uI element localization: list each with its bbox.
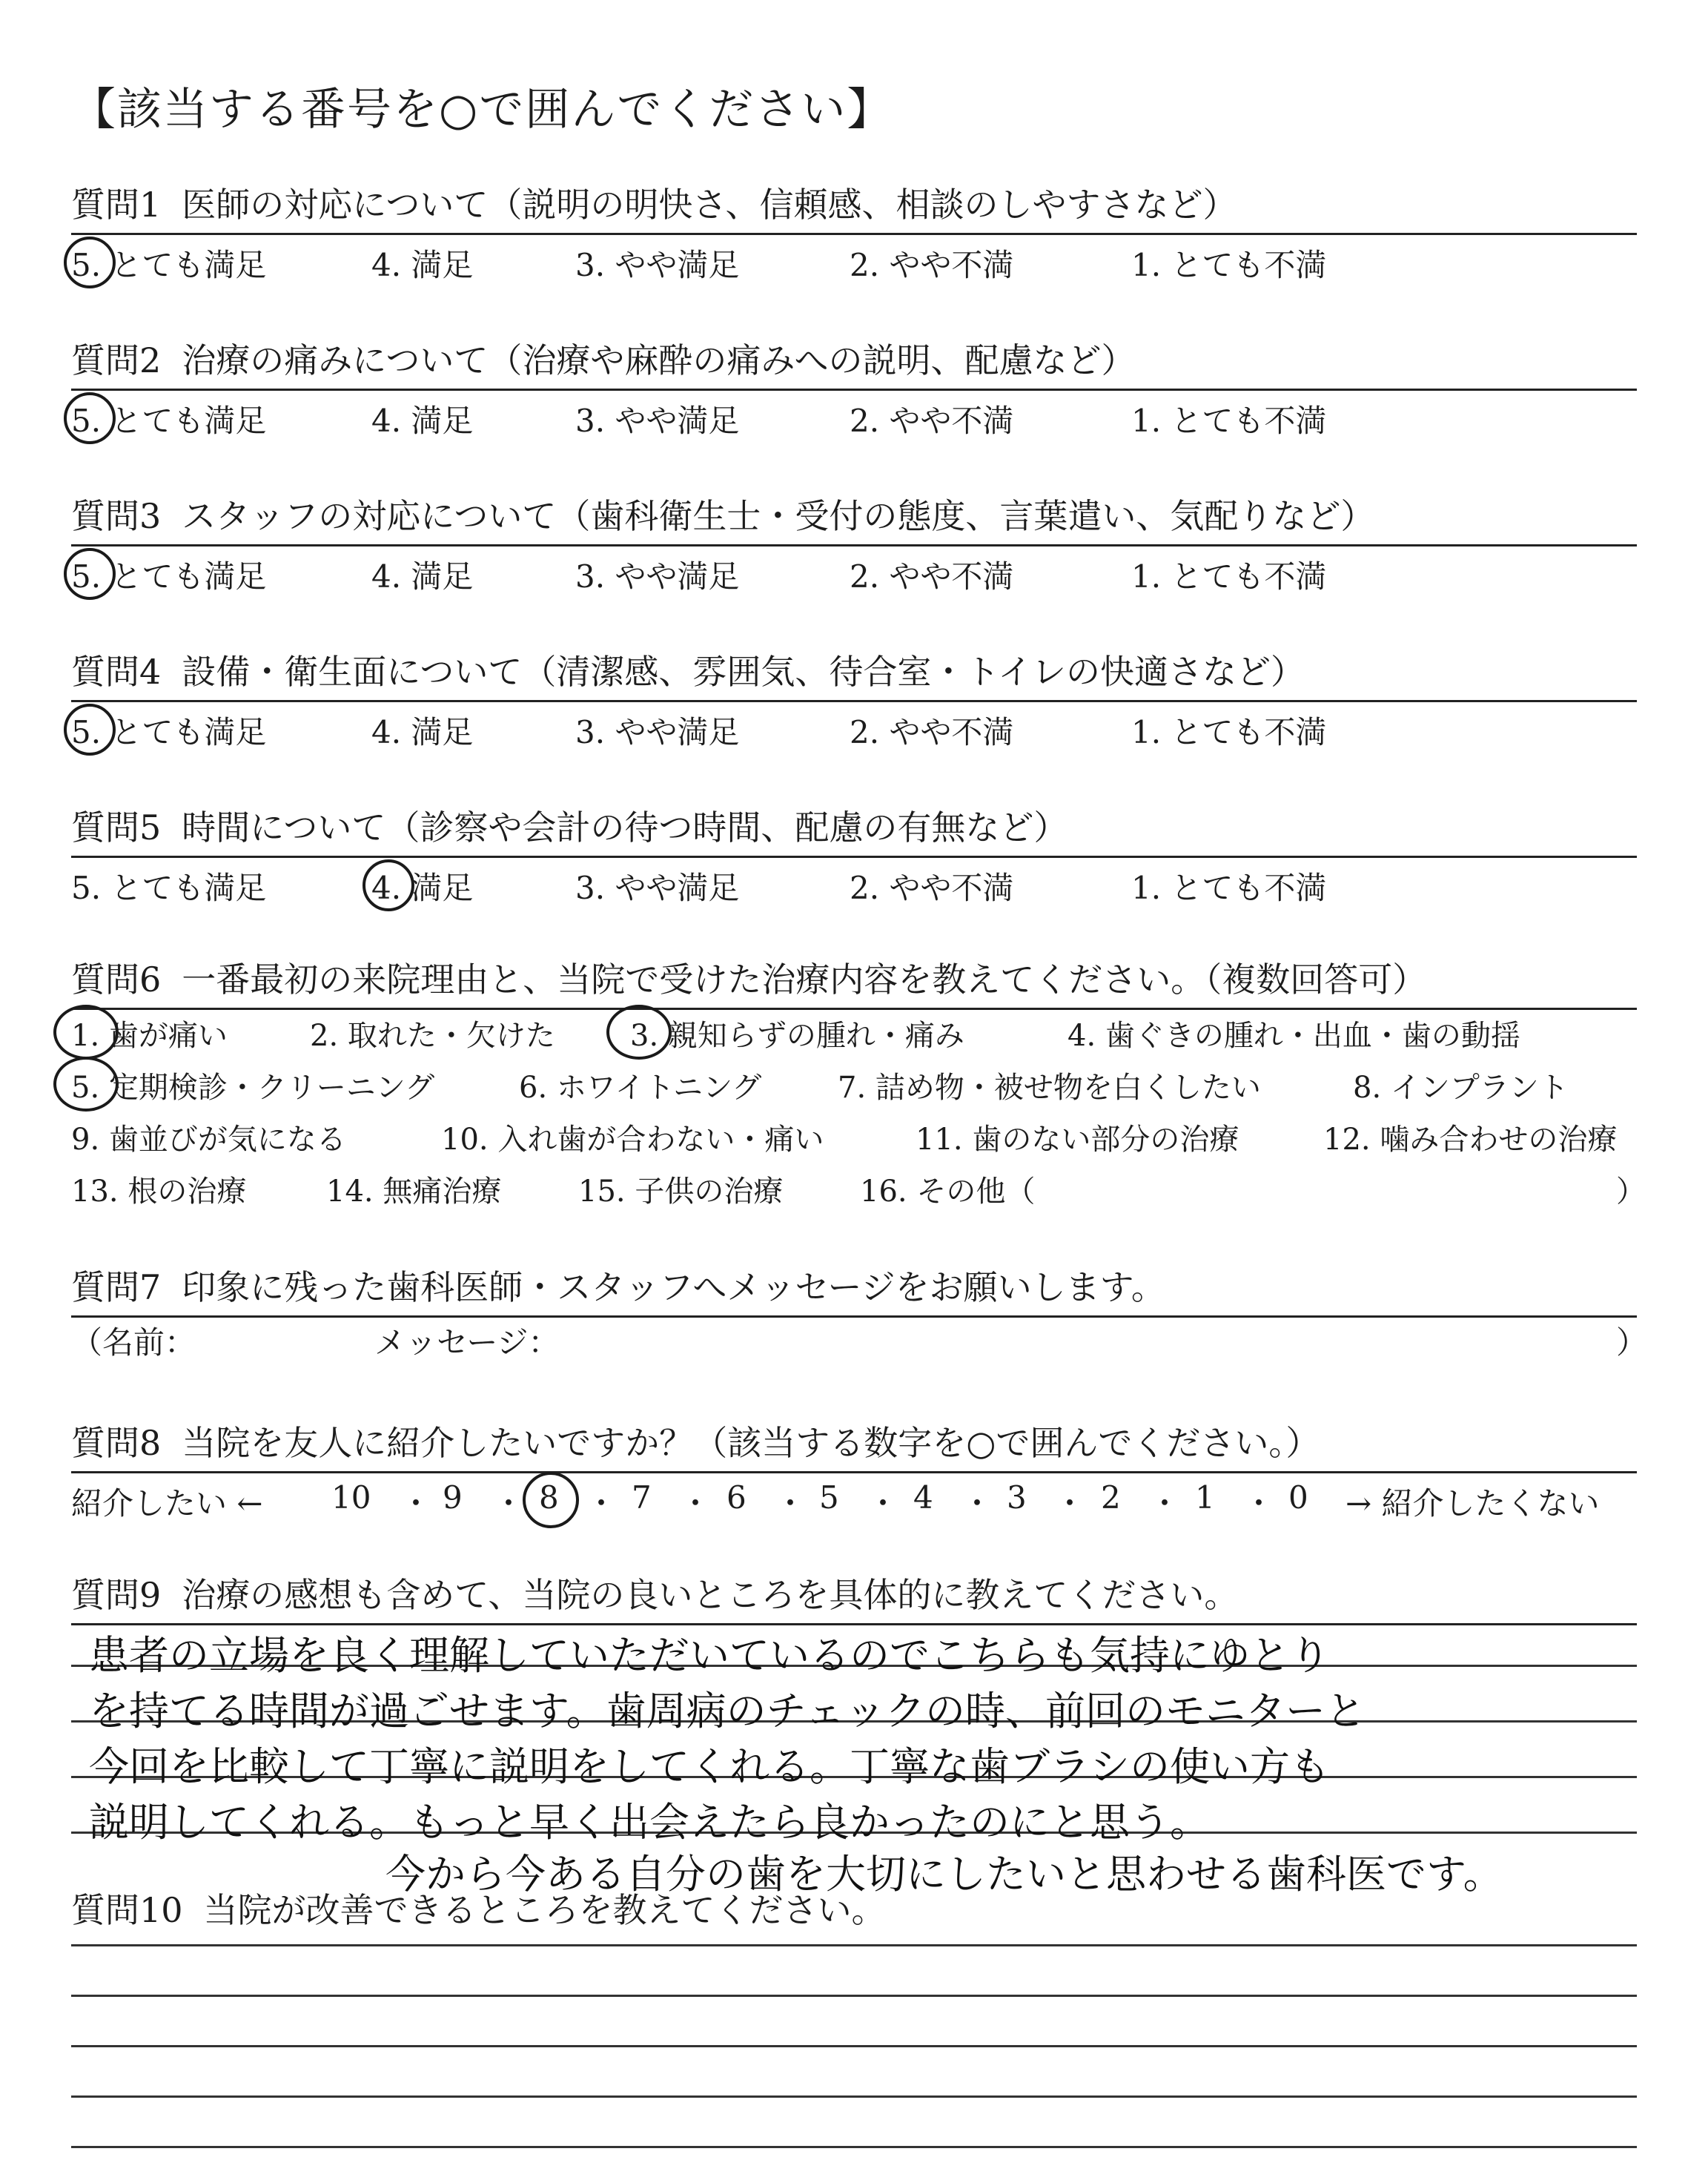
question-9 <box>71 1568 1637 1625</box>
q9-handwritten-line-4: 説明してくれる。もっと早く出会えたら良かったのにと思う。 <box>89 1799 1210 1846</box>
reason-6[interactable]: 6. ホワイトニング <box>519 1071 762 1105</box>
q5-option-3[interactable]: 3. やや満足 <box>575 870 740 906</box>
question-8-number: 質問8 <box>71 1423 162 1463</box>
scale-7[interactable]: 7 <box>632 1479 652 1516</box>
scale-9[interactable]: 9 <box>443 1479 463 1516</box>
question-5 <box>71 801 1637 910</box>
question-8 <box>71 1416 1637 1473</box>
scale-1[interactable]: 1 <box>1195 1479 1215 1516</box>
question-2-number: 質問2 <box>71 340 162 380</box>
q5-option-2[interactable]: 2. やや不満 <box>850 870 1014 906</box>
scale-4[interactable]: 4 <box>913 1479 933 1516</box>
scale-0[interactable]: 0 <box>1288 1479 1308 1516</box>
question-9-text: 治療の感想も含めて、当院の良いところを具体的に教えてください。 <box>182 1575 1239 1615</box>
q4-option-2[interactable]: 2. やや不満 <box>850 714 1014 750</box>
reason-3[interactable]: 3. 親知らずの腫れ・痛み <box>630 1019 964 1053</box>
reason-11[interactable]: 11. 歯のない部分の治療 <box>916 1123 1239 1157</box>
q4-option-5[interactable]: 5. とても満足 <box>71 714 267 750</box>
question-10 <box>71 1883 1637 1938</box>
name-label: （名前： <box>71 1324 196 1361</box>
scale-sep: ・ <box>775 1485 807 1522</box>
q2-option-1[interactable]: 1. とても不満 <box>1131 403 1327 439</box>
q1-option-5[interactable]: 5. とても満足 <box>71 247 267 283</box>
reason-1[interactable]: 1. 歯が痛い <box>71 1019 228 1053</box>
message-close: ） <box>1616 1324 1648 1361</box>
reason-2[interactable]: 2. 取れた・欠けた <box>310 1019 555 1053</box>
q2-option-3[interactable]: 3. やや満足 <box>575 403 740 439</box>
question-3-number: 質問3 <box>71 496 162 536</box>
scale-sep: ・ <box>493 1485 525 1522</box>
q4-option-4[interactable]: 4. 満足 <box>371 714 474 750</box>
scale-10[interactable]: 10 <box>331 1479 371 1516</box>
question-4-number: 質問4 <box>71 652 162 692</box>
reason-12[interactable]: 12. 噛み合わせの治療 <box>1323 1123 1618 1157</box>
q2-option-2[interactable]: 2. やや不満 <box>850 403 1014 439</box>
reason-16[interactable]: 16. その他（ <box>860 1175 1036 1209</box>
reason-4[interactable]: 4. 歯ぐきの腫れ・出血・歯の動揺 <box>1068 1019 1520 1053</box>
answer-line <box>71 1944 1637 1946</box>
q3-option-5[interactable]: 5. とても満足 <box>71 558 267 595</box>
question-4 <box>71 645 1637 754</box>
question-7 <box>71 1261 1637 1318</box>
reason-7[interactable]: 7. 詰め物・被せ物を白くしたい <box>838 1071 1261 1105</box>
scale-6[interactable]: 6 <box>726 1479 747 1516</box>
answer-line <box>71 2095 1637 2098</box>
scale-sep: ・ <box>867 1485 899 1522</box>
page-title: 【該当する番号を○で囲んでください】 <box>71 84 893 136</box>
reason-14[interactable]: 14. 無痛治療 <box>326 1175 502 1209</box>
question-2 <box>71 334 1637 443</box>
question-9-number: 質問9 <box>71 1575 162 1615</box>
answer-line <box>71 2146 1637 2148</box>
reason-5[interactable]: 5. 定期検診・クリーニング <box>71 1071 435 1105</box>
question-4-text: 設備・衛生面について（清潔感、雰囲気、待合室・トイレの快適さなど） <box>182 652 1305 692</box>
q9-handwritten-line-5: 今から今ある自分の歯を大切にしたいと思わせる歯科医です。 <box>385 1851 1503 1898</box>
question-1-text: 医師の対応について（説明の明快さ、信頼感、相談のしやすさなど） <box>182 185 1237 225</box>
question-3-options <box>71 546 1637 598</box>
q4-option-3[interactable]: 3. やや満足 <box>575 714 740 750</box>
question-6 <box>71 953 1637 1010</box>
q5-option-5[interactable]: 5. とても満足 <box>71 870 267 906</box>
scale-5[interactable]: 5 <box>819 1479 839 1516</box>
scale-sep: ・ <box>586 1485 618 1522</box>
question-2-text: 治療の痛みについて（治療や麻酔の痛みへの説明、配慮など） <box>182 340 1136 380</box>
q1-option-3[interactable]: 3. やや満足 <box>575 247 740 283</box>
question-5-number: 質問5 <box>71 807 162 848</box>
q9-handwritten-line-2: を持てる時間が過ごせます。歯周病のチェックの時、前回のモニターと <box>89 1688 1366 1734</box>
question-1-number: 質問1 <box>71 185 162 225</box>
question-4-options <box>71 702 1637 754</box>
q3-option-2[interactable]: 2. やや不満 <box>850 558 1014 595</box>
question-1 <box>71 178 1637 287</box>
scale-sep: ・ <box>400 1485 432 1522</box>
reason-15[interactable]: 15. 子供の治療 <box>578 1175 784 1209</box>
scale-sep: ・ <box>1149 1485 1181 1522</box>
scale-sep: ・ <box>1054 1485 1086 1522</box>
question-6-text: 一番最初の来院理由と、当院で受けた治療内容を教えてください。（複数回答可） <box>182 960 1427 1000</box>
scale-sep: ・ <box>680 1485 712 1522</box>
q1-option-2[interactable]: 2. やや不満 <box>850 247 1014 283</box>
question-8-text: 当院を友人に紹介したいですか？（該当する数字を○で囲んでください。） <box>182 1423 1320 1463</box>
q2-option-4[interactable]: 4. 満足 <box>371 403 474 439</box>
scale-8[interactable]: 8 <box>539 1479 559 1516</box>
q1-option-1[interactable]: 1. とても不満 <box>1131 247 1327 283</box>
reason-13[interactable]: 13. 根の治療 <box>71 1175 247 1209</box>
recommend-right-label: → 紹介したくない <box>1345 1485 1600 1522</box>
q9-handwritten-line-3: 今回を比較して丁寧に説明をしてくれる。丁寧な歯ブラシの使い方も <box>89 1743 1330 1790</box>
question-10-number: 質問10 <box>71 1890 183 1930</box>
q3-option-1[interactable]: 1. とても不満 <box>1131 558 1327 595</box>
reason-10[interactable]: 10. 入れ歯が合わない・痛い <box>441 1123 824 1157</box>
scale-sep: ・ <box>1243 1485 1275 1522</box>
scale-sep: ・ <box>961 1485 993 1522</box>
q1-option-4[interactable]: 4. 満足 <box>371 247 474 283</box>
reason-16-close: ） <box>1616 1175 1646 1209</box>
question-5-options <box>71 858 1637 910</box>
message-label: メッセージ： <box>374 1324 560 1361</box>
question-10-text: 当院が改善できるところを教えてください。 <box>203 1890 886 1930</box>
q5-option-4[interactable]: 4. 満足 <box>371 870 474 906</box>
question-2-options <box>71 391 1637 443</box>
scale-3[interactable]: 3 <box>1007 1479 1027 1516</box>
recommend-left-label: 紹介したい ← <box>71 1485 263 1522</box>
question-6-number: 質問6 <box>71 960 162 1000</box>
q2-option-5[interactable]: 5. とても満足 <box>71 403 267 439</box>
answer-line <box>71 1995 1637 1997</box>
reason-8[interactable]: 8. インプラント <box>1353 1071 1569 1105</box>
reason-9[interactable]: 9. 歯並びが気になる <box>71 1123 346 1157</box>
scale-2[interactable]: 2 <box>1101 1479 1121 1516</box>
answer-line <box>71 2045 1637 2047</box>
q3-option-4[interactable]: 4. 満足 <box>371 558 474 595</box>
question-7-number: 質問7 <box>71 1267 162 1307</box>
question-1-options <box>71 235 1637 287</box>
question-3 <box>71 489 1637 598</box>
q5-option-1[interactable]: 1. とても不満 <box>1131 870 1327 906</box>
question-7-text: 印象に残った歯科医師・スタッフへメッセージをお願いします。 <box>182 1267 1165 1307</box>
question-3-text: スタッフの対応について（歯科衛生士・受付の態度、言葉遣い、気配りなど） <box>182 496 1375 536</box>
question-5-text: 時間について（診察や会計の待つ時間、配慮の有無など） <box>182 807 1068 848</box>
q9-handwritten-line-1: 患者の立場を良く理解していただいているのでこちらも気持にゆとり <box>89 1632 1330 1679</box>
q4-option-1[interactable]: 1. とても不満 <box>1131 714 1327 750</box>
q3-option-3[interactable]: 3. やや満足 <box>575 558 740 595</box>
